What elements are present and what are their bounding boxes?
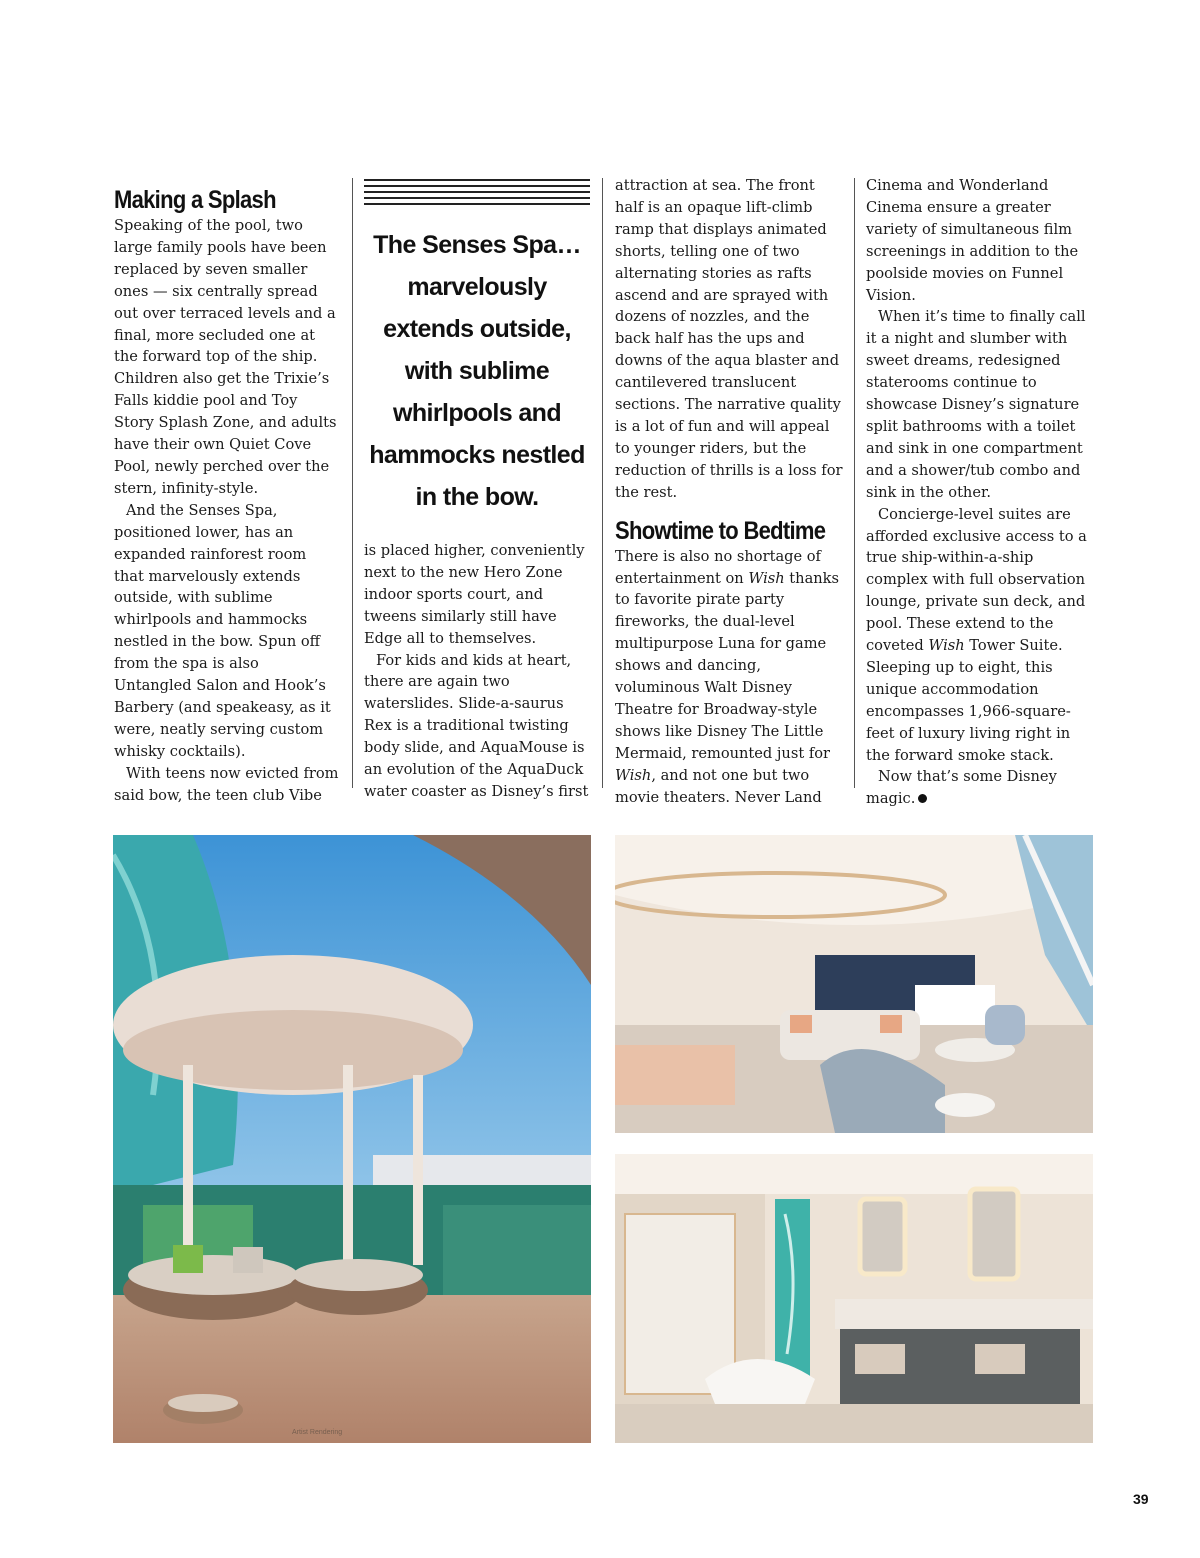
- article-column-4: [866, 175, 1092, 810]
- section-heading-making-a-splash: Making a Splash: [114, 186, 276, 214]
- column-divider: [352, 178, 353, 788]
- body-paragraph: Concierge-level suites are afforded exclusive access to a true ship-within-a-ship complex with full observation lounge, private sun deck, and pool. These extend to the coveted Wish Tower Suite. Sleeping up to eight, this unique accommodation encompasses 1,966-square-feet of luxury living right in the forward smoke stack.: [866, 505, 1087, 764]
- end-mark-icon: [918, 794, 927, 803]
- photo-spa-deck: [113, 835, 591, 1443]
- body-paragraph: attraction at sea. The front half is an opaque lift-climb ramp that displays animated shorts, telling one of two alternating stories as rafts ascend and are sprayed with dozens of nozzles, and the back half has the ups and downs of the aqua blaster and cantilevered translucent sections. The narrative quality is a lot of fun and will appeal to younger riders, but the reduction of thrills is a loss for the rest.: [615, 177, 843, 501]
- page-number: 39: [1133, 1491, 1149, 1507]
- pullquote-rules: [364, 177, 590, 207]
- photo-suite-living-room: [615, 835, 1093, 1133]
- body-paragraph: Speaking of the pool, two large family pools have been replaced by seven smaller ones — six centrally spread out over terraced levels and a final, more secluded one at the forward top of the ship. Children also get the Trixie’s Falls kiddie pool and Toy Story Splash Zone, and adults have their own Quiet Cove Pool, newly perched over the stern, infinity-style.: [114, 217, 337, 497]
- column-divider: [854, 178, 855, 788]
- body-paragraph: There is also no shortage of entertainment on Wish thanks to favorite pirate party fireworks, the dual-level multipurpose Luna for game shows and dancing, voluminous Walt Disney Theatre for Broadway-style shows like Disney The Little Mermaid, remounted just for Wish, and not one but two movie theaters. Never Land: [615, 547, 840, 806]
- photo-credit: Artist Rendering: [292, 1429, 343, 1436]
- section-heading-showtime-to-bedtime: Showtime to Bedtime: [615, 516, 826, 545]
- body-paragraph: For kids and kids at heart, there are again two waterslides. Slide-a-saurus Rex is a traditional twisting body slide, and AquaMouse is an evolution of the AquaDuck water coaster as Disney’s first: [364, 651, 589, 800]
- body-paragraph: is placed higher, conveniently next to the new Hero Zone indoor sports court, and tweens similarly still have Edge all to themselves.: [364, 542, 585, 647]
- article-column-1: [114, 175, 340, 806]
- body-paragraph: When it’s time to finally call it a night and slumber with sweet dreams, redesigned staterooms continue to showcase Disney’s signature split bathrooms with a toilet and sink in one compartment and a shower/tub combo and sink in the other.: [866, 308, 1086, 501]
- column-divider: [602, 178, 603, 788]
- closing-paragraph: Now that’s some Disney magic.: [866, 768, 1057, 808]
- pull-quote: The Senses Spa… marvelously extends outside, with sublime whirlpools and hammocks nestled in the bow.: [369, 231, 585, 511]
- article-column-3: [615, 175, 845, 808]
- body-paragraph: Cinema and Wonderland Cinema ensure a greater variety of simultaneous film screenings in addition to the poolside movies on Funnel Vision.: [866, 177, 1079, 304]
- body-paragraph: And the Senses Spa, positioned lower, has an expanded rainforest room that marvelously extends outside, with sublime whirlpools and hammocks nestled in the bow. Spun off from the spa is also Untangled Salon and Hook’s Barbery (and speakeasy, as it were, neatly serving custom whisky cocktails).: [114, 501, 331, 760]
- article-column-2: [364, 175, 590, 803]
- photo-suite-bathroom: [615, 1154, 1093, 1443]
- body-paragraph: With teens now evicted from said bow, the teen club Vibe: [114, 764, 339, 804]
